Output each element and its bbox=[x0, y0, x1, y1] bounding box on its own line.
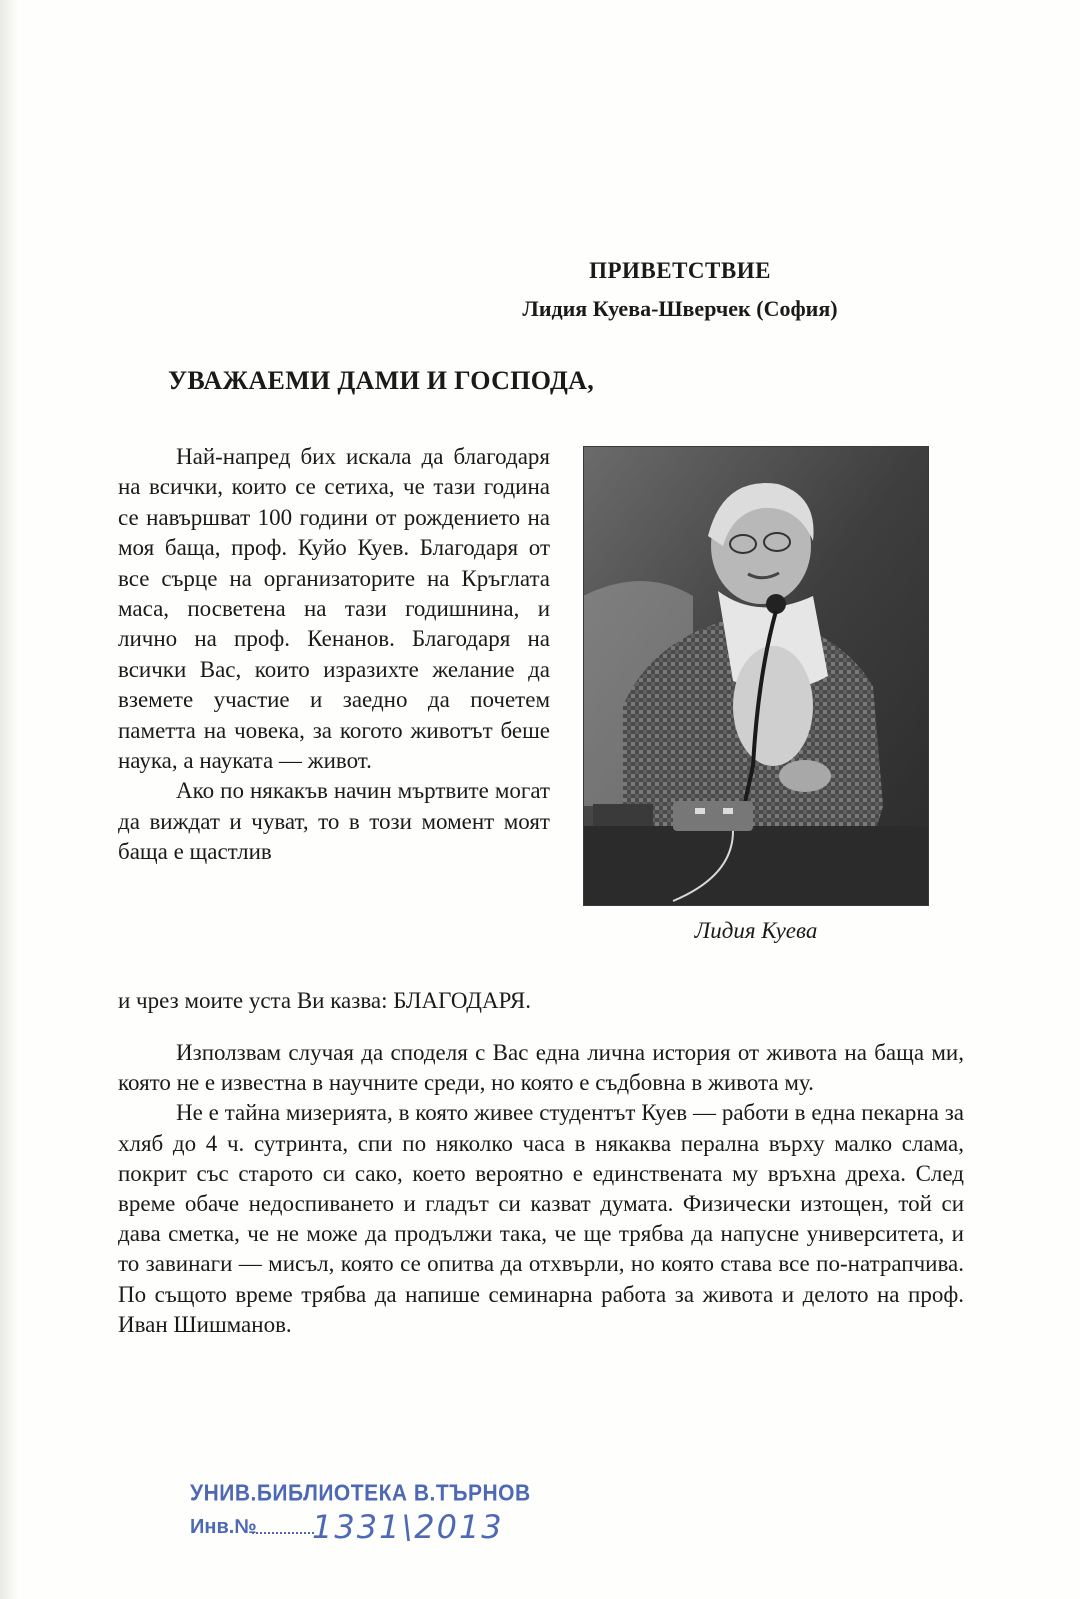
body-text bbox=[118, 1038, 964, 1340]
page-title: ПРИВЕТСТВИЕ bbox=[589, 258, 771, 283]
library-stamp bbox=[190, 1472, 550, 1572]
author-line: Лидия Куева-Шверчек (София) bbox=[522, 296, 838, 321]
stamp-inventory-label: Инв.№ bbox=[190, 1516, 257, 1538]
paragraph-tail: и чрез моите уста Ви казва: БЛАГОДАРЯ. bbox=[118, 988, 532, 1013]
portrait-photo-image bbox=[583, 446, 929, 906]
salutation: УВАЖАЕМИ ДАМИ И ГОСПОДА, bbox=[168, 366, 595, 395]
stamp-inventory-number: 1331\2013 bbox=[312, 1508, 504, 1546]
paragraph: Най-напред бих искала да благодаря на всички, които се сетиха, че тази година се навършват 100 години от рождението на моя баща, проф. Куйо Куев. Благодаря от все сърце на организаторите на Кръглата маса, посветена на тази годишнина, и лично на проф. Кенанов. Благодаря на всички Вас, които изразихте желание да вземете участие и заедно да почетем паметта на човека, за когото животът беше наука, а науката — живот. bbox=[118, 444, 550, 774]
paragraph: Използвам случая да споделя с Вас една лична история от живота на баща ми, която не е известна в научните среди, но която е съдбовна в живота му. bbox=[118, 1040, 964, 1096]
scan-edge-shadow bbox=[0, 0, 18, 1599]
column-text bbox=[118, 442, 550, 868]
paragraph: Ако по някакъв начин мъртвите могат да виждат и чуват, то в този момент моят баща е щастлив bbox=[118, 778, 550, 865]
stamp-library-name: УНИВ.БИБЛИОТЕКА В.ТЪРНОВ bbox=[190, 1480, 531, 1507]
stamp-dotted-line bbox=[252, 1532, 314, 1534]
paragraph: Не е тайна мизерията, в която живее студентът Куев — работи в една пекарна за хляб до 4 ч. сутринта, спи по няколко часа в някаква перална върху малко слама, покрит със старото си сако, което вероятно е единствената му връхна дреха. След време обаче недоспиването и гладът си казват думата. Физически изтощен, той си дава сметка, че не може да продължи така, че ще трябва да напусне университета, и то завинаги — мисъл, която се опитва да отхвърли, но която става все по-натрапчива. По същото време трябва да напише семинарна работа за живота и делото на проф. Иван Шишманов. bbox=[118, 1100, 964, 1337]
portrait-photo bbox=[583, 446, 929, 906]
photo-caption: Лидия Куева bbox=[694, 918, 818, 943]
